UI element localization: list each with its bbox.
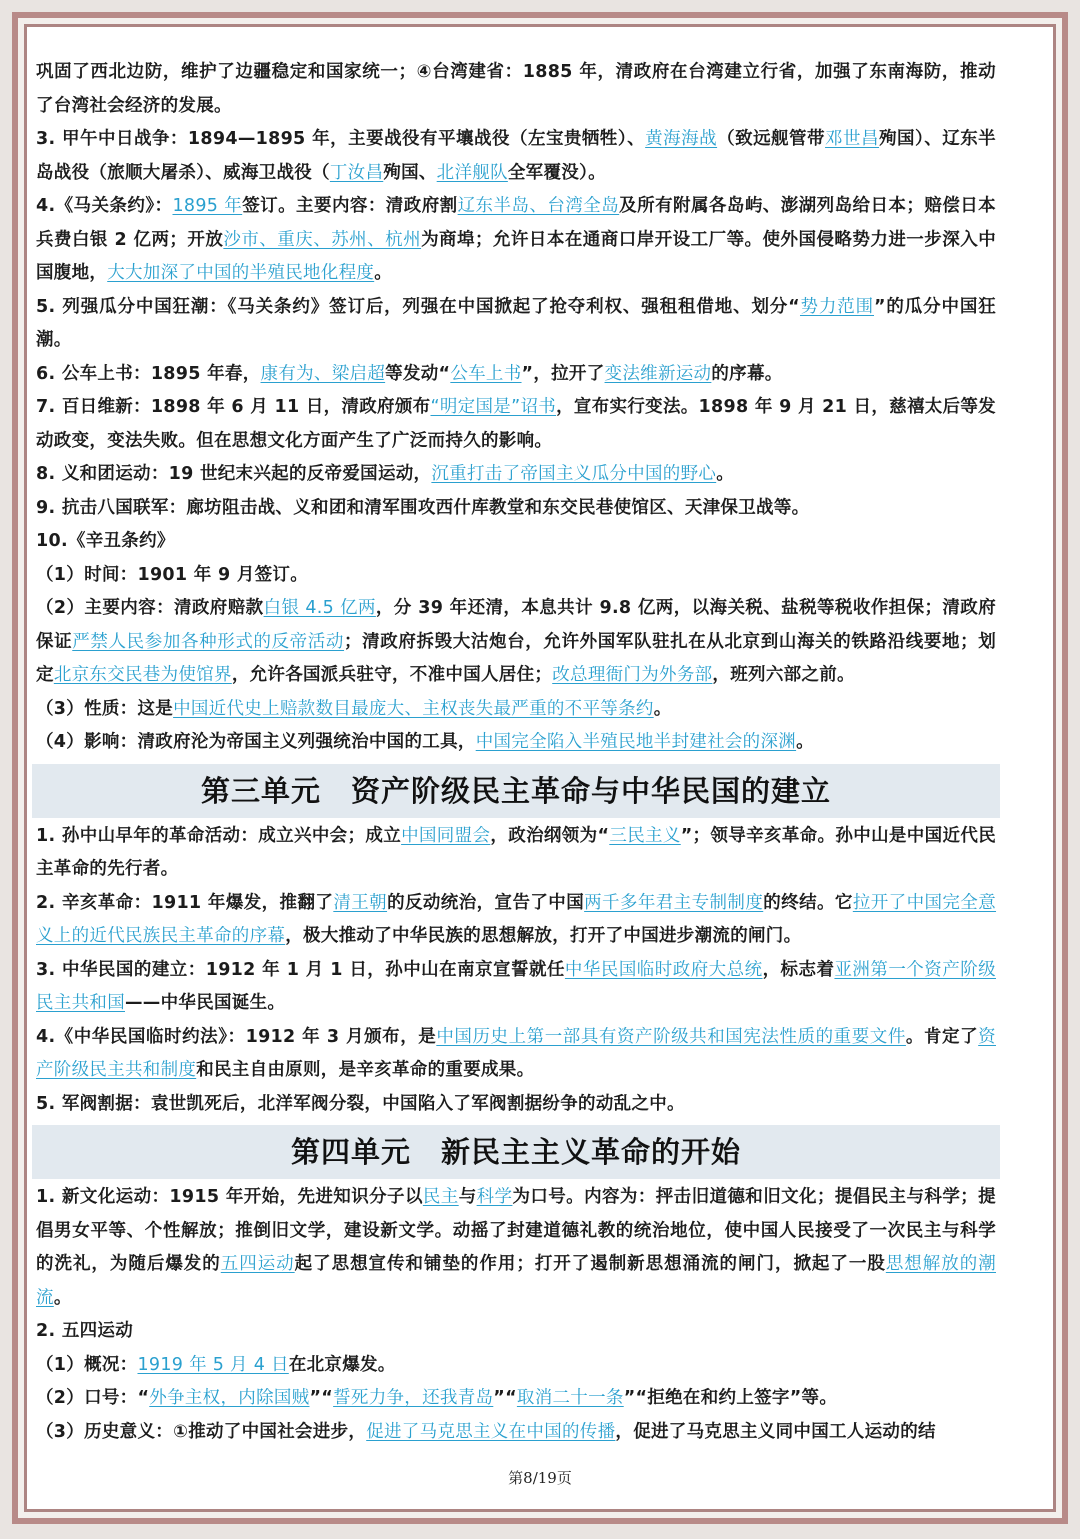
text-run: 4.《中华民国临时约法》：1912 年 3 月颁布，是 <box>36 1026 437 1047</box>
key-term: 五四运动 <box>220 1254 295 1274</box>
key-term: 清王朝 <box>333 892 388 913</box>
unit3-title: 资产阶级民主革命与中华民国的建立 <box>351 773 832 808</box>
page-number: 第8/19页 <box>508 1469 572 1487</box>
key-term: 1919 年 5 月 4 日 <box>137 1354 289 1375</box>
text-run: （2）主要内容：清政府赔款 <box>36 598 264 618</box>
text-run: （3）历史意义：①推动了中国社会进步， <box>36 1421 367 1442</box>
paragraph-u4p4 <box>36 1382 996 1416</box>
section-unit4 <box>36 1181 996 1449</box>
text-run: ，促进了马克思主义同中国工人运动的结 <box>615 1421 936 1442</box>
text-run: 5. 军阀割据：袁世凯死后，北洋军阀分裂，中国陷入了军阀割据纷争的动乱之中。 <box>36 1093 685 1114</box>
text-run: （2）口号：“ <box>36 1388 150 1408</box>
key-term: 取消二十一条 <box>516 1388 624 1408</box>
paragraph-p3 <box>36 291 996 358</box>
text-run: ，分 39 年还清，本息共计 9.8 亿两，以海关税、盐税等税收作担保；清政府保证 <box>36 598 997 652</box>
paragraph-p10 <box>36 592 996 693</box>
key-term: 科学 <box>476 1187 513 1207</box>
text-run: ”，拉开了 <box>521 363 605 384</box>
key-term: 北京东交民巷为使馆界 <box>53 665 232 685</box>
paragraph-u3p2 <box>36 887 996 954</box>
text-run: 签订。主要内容：清政府割 <box>242 196 458 216</box>
text-run: ”“拒绝在和约上签字”等。 <box>623 1388 838 1408</box>
paragraph-u3p5 <box>36 1088 996 1122</box>
paragraph-u4p3 <box>36 1349 996 1383</box>
key-term: 白银 4.5 亿两 <box>263 598 376 618</box>
text-run: 巩固了西北边防，维护了边疆稳定和国家统一；④台湾建省：1885 年，清政府在台湾建立行省，加强了东南海防，推动了台湾社会经济的发展。 <box>36 62 996 116</box>
unit4-title: 新民主主义革命的开始 <box>441 1135 742 1169</box>
paragraph-p7 <box>36 492 996 526</box>
text-run: 。 <box>716 464 734 484</box>
text-run: 1. 新文化运动：1915 年开始，先进知识分子以 <box>36 1187 423 1207</box>
paragraph-u4p5 <box>36 1416 996 1450</box>
text-run: 的反动统治，宣告了中国 <box>387 892 585 913</box>
text-run: 2. 五四运动 <box>36 1321 134 1341</box>
key-term: 中华民国临时政府大总统 <box>564 959 763 980</box>
paragraph-p6 <box>36 458 996 492</box>
text-run: 2. 辛亥革命：1911 年爆发，推翻了 <box>36 892 334 913</box>
text-run: 的序幕。 <box>711 363 783 384</box>
key-term: 资产阶级民主共和制度 <box>36 1026 996 1080</box>
text-run: 9. 抗击八国联军：廊坊阻击战、义和团和清军围攻西什库教堂和东交民巷使馆区、天津保卫战等。 <box>36 497 810 518</box>
text-run: （3）性质：这是 <box>36 698 174 719</box>
key-term: 沙市、重庆、苏州、杭州 <box>223 229 422 250</box>
key-term: 三民主义 <box>609 825 681 846</box>
text-run: 殉国）、辽东半岛战役（旅顺大屠杀）、威海卫战役（ <box>36 129 996 183</box>
text-run: 4.《马关条约》： <box>36 196 173 216</box>
key-term: 邓世昌 <box>825 129 879 149</box>
key-term: 亚洲第一个资产阶级民主共和国 <box>36 959 996 1013</box>
paragraph-u3p3 <box>36 954 996 1021</box>
text-run: ，宣布实行变法。1898 年 9 月 21 日，慈禧太后等发动政变，变法失败。但在思想文化方面产生了广泛而持久的影响。 <box>36 397 996 451</box>
text-run: 3. 中华民国的建立：1912 年 1 月 1 日，孙中山在南京宣誓就任 <box>36 959 565 980</box>
text-run: 3. 甲午中日战争：1894—1895 年，主要战役有平壤战役（左宝贵牺牲）、 <box>36 129 646 149</box>
text-run: （4）影响：清政府沦为帝国主义列强统治中国的工具， <box>36 732 476 752</box>
key-term: 思想解放的潮流 <box>36 1254 996 1308</box>
text-run: 及所有附属各岛屿、澎湖列岛给日本；赔偿日本兵费白银 2 亿两；开放 <box>36 196 996 250</box>
text-run: ，标志着 <box>762 959 835 980</box>
document-body <box>36 56 996 1449</box>
text-run: 1. 孙中山早年的革命活动：成立兴中会；成立 <box>36 825 402 846</box>
key-term: 外争主权，内除国贼 <box>149 1388 310 1408</box>
text-run: ——中华民国诞生。 <box>125 993 286 1013</box>
section-unit2-continued <box>36 56 996 760</box>
key-term: 中国近代史上赔款数目最庞大、主权丧失最严重的不平等条约 <box>173 698 654 719</box>
paragraph-p5 <box>36 391 996 458</box>
paragraph-u4p1 <box>36 1181 996 1315</box>
key-term: 中国完全陷入半殖民地半封建社会的深渊 <box>475 732 797 752</box>
text-run: 7. 百日维新：1898 年 6 月 11 日，清政府颁布 <box>36 397 431 417</box>
key-term: 康有为、梁启超 <box>260 363 386 384</box>
text-run: 起了思想宣传和铺垫的作用；打开了遏制新思想涌流的闸门，掀起了一股 <box>294 1254 886 1274</box>
key-term: 丁汝昌 <box>329 162 384 183</box>
text-run: 5. 列强瓜分中国狂潮：《马关条约》签订后，列强在中国掀起了抢夺利权、强租租借地、划分“ <box>36 296 800 317</box>
text-run: 全军覆没）。 <box>507 162 606 183</box>
key-term: 黄海海战 <box>645 129 718 149</box>
key-term: 北洋舰队 <box>436 162 508 183</box>
paragraph-u3p4 <box>36 1021 996 1088</box>
key-term: 中国历史上第一部具有资产阶级共和国宪法性质的重要文件 <box>436 1026 906 1047</box>
key-term: 促进了马克思主义在中国的传播 <box>366 1421 616 1442</box>
text-run: 6. 公车上书：1895 年春， <box>36 363 261 384</box>
key-term: 公车上书 <box>450 363 522 384</box>
key-term: 誓死力争，还我青岛 <box>333 1388 494 1408</box>
unit4-label: 第四单元 <box>290 1135 411 1169</box>
text-run: 。肯定了 <box>905 1026 979 1047</box>
text-run: （致远舰管带 <box>717 129 826 149</box>
text-run: ，允许各国派兵驻守，不准中国人居住； <box>231 665 553 685</box>
text-run: ”；领导辛亥革命。孙中山是中国近代民主革命的先行者。 <box>36 825 997 879</box>
text-run: 殉国、 <box>383 162 437 183</box>
text-run: 与 <box>458 1187 477 1207</box>
text-run: 10.《辛丑条约》 <box>36 531 175 551</box>
key-term: 大大加深了中国的半殖民地化程度 <box>107 263 375 283</box>
unit3-heading <box>32 764 1000 818</box>
text-run: ，班列六部之前。 <box>712 665 855 685</box>
text-run: 8. 义和团运动：19 世纪末兴起的反帝爱国运动， <box>36 464 432 484</box>
key-term: 民主 <box>422 1187 459 1207</box>
text-run: ”“ <box>493 1388 517 1408</box>
text-run: 的终结。它 <box>763 892 853 913</box>
text-run: 为商埠；允许日本在通商口岸开设工厂等。使外国侵略势力进一步深入中国腹地， <box>36 229 996 283</box>
key-term: 变法维新运动 <box>604 363 712 384</box>
paragraph-p8 <box>36 525 996 559</box>
key-term: 严禁人民参加各种形式的反帝活动 <box>72 631 345 652</box>
text-run: ，极大推动了中华民族的思想解放，打开了中国进步潮流的闸门。 <box>285 926 802 946</box>
paragraph-p0 <box>36 56 996 123</box>
text-run: ；清政府拆毁大沽炮台，允许外国军队驻扎在从北京到山海关的铁路沿线要地；划定 <box>36 631 997 685</box>
section-unit3 <box>36 820 996 1122</box>
text-run: 。 <box>653 698 672 719</box>
paragraph-p2 <box>36 190 996 291</box>
paragraph-u3p1 <box>36 820 996 887</box>
unit4-heading <box>32 1125 1000 1179</box>
text-run: 和民主自由原则，是辛亥革命的重要成果。 <box>196 1060 535 1080</box>
key-term: 中国同盟会 <box>401 825 491 846</box>
text-run: （1）时间：1901 年 9 月签订。 <box>36 564 309 585</box>
text-run: ”“ <box>309 1388 334 1408</box>
key-term: 沉重打击了帝国主义瓜分中国的野心 <box>431 464 717 484</box>
key-term: 辽东半岛、台湾全岛 <box>457 196 620 216</box>
text-run: 等发动“ <box>385 363 451 384</box>
key-term: 拉开了中国完全意义上的近代民族民主革命的序幕 <box>36 892 997 946</box>
text-run: 。 <box>796 732 814 752</box>
key-term: 势力范围 <box>799 296 875 317</box>
text-run: （1）概况： <box>36 1354 138 1375</box>
text-run: 。 <box>374 263 393 283</box>
text-run: 为口号。内容为：抨击旧道德和旧文化；提倡民主与科学；提倡男女平等、个性解放；推倒旧文学，建设新文学。动摇了封建道德礼教的统治地位，使中国人民接受了一次民主与科学的洗礼，为随后爆发的 <box>36 1187 996 1274</box>
paragraph-p11 <box>36 693 996 727</box>
key-term: 改总理衙门为外务部 <box>552 665 713 685</box>
paragraph-p1 <box>36 123 996 190</box>
key-term: 1895 年 <box>172 196 243 216</box>
paragraph-p9 <box>36 559 996 593</box>
key-term: “明定国是”诏书 <box>430 397 557 417</box>
paragraph-p4 <box>36 358 996 392</box>
text-run: ，政治纲领为“ <box>490 825 610 846</box>
text-run: ”的瓜分中国狂潮。 <box>36 296 996 350</box>
key-term: 两千多年君主专制制度 <box>584 892 764 913</box>
paragraph-u4p2 <box>36 1315 996 1349</box>
unit3-label: 第三单元 <box>200 773 321 808</box>
paragraph-p12 <box>36 726 996 760</box>
text-run: 。 <box>53 1287 72 1308</box>
text-run: 在北京爆发。 <box>288 1354 396 1375</box>
